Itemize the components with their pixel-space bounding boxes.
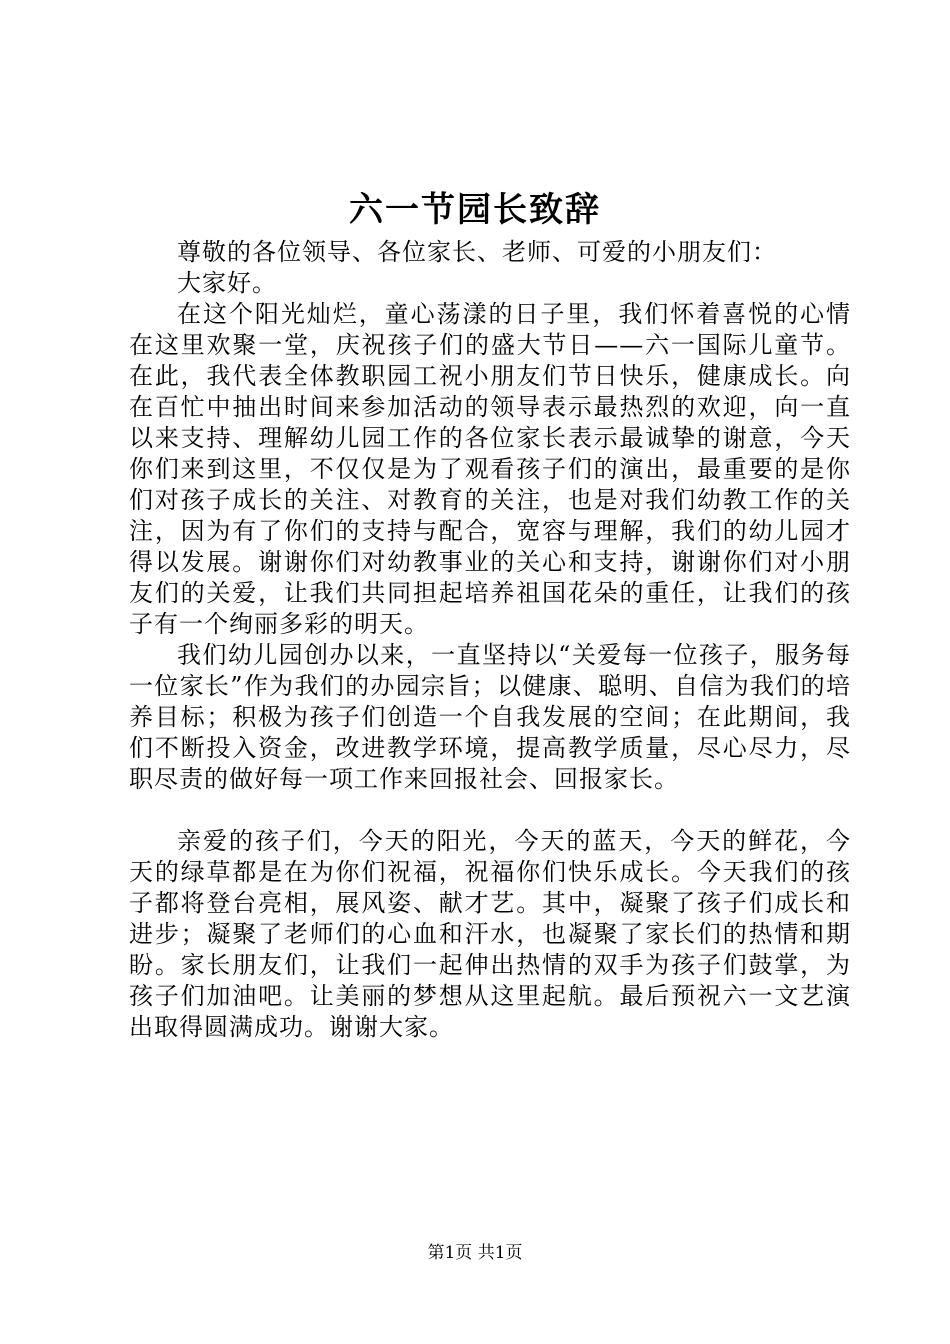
document-body	[129, 237, 851, 1043]
document-title: 六一节园长致辞	[349, 190, 601, 230]
page-footer: 第1页 共1页	[427, 1243, 523, 1263]
greeting-paragraph: 大家好。	[177, 269, 277, 297]
salutation-paragraph: 尊敬的各位领导、各位家长、老师、可爱的小朋友们：	[177, 238, 777, 266]
children-paragraph: 亲爱的孩子们，今天的阳光，今天的蓝天，今天的鲜花，今天的绿草都是在为你们祝福，祝福你们快乐成长。今天我们的孩子都将登台亮相，展风姿、献才艺。其中，凝聚了孩子们成长和进步；凝聚了老师们的心血和汗水，也凝聚了家长们的热情和期盼。家长朋友们，让我们一起伸出热情的双手为孩子们鼓掌，为孩子们加油吧。让美丽的梦想从这里起航。最后预祝六一文艺演出取得圆满成功。谢谢大家。	[129, 827, 851, 1041]
kindergarten-paragraph: 我们幼儿园创办以来，一直坚持以“关爱每一位孩子，服务每一位家长”作为我们的办园宗旨；以健康、聪明、自信为我们的培养目标；积极为孩子们创造一个自我发展的空间；在此期间，我们不断投入资金，改进教学环境，提高教学质量，尽心尽力，尽职尽责的做好每一项工作来回报社会、回报家长。	[129, 641, 851, 793]
welcome-paragraph: 在这个阳光灿烂，童心荡漾的日子里，我们怀着喜悦的心情在这里欢聚一堂，庆祝孩子们的盛大节日——六一国际儿童节。在此，我代表全体教职园工祝小朋友们节日快乐，健康成长。向在百忙中抽出时间来参加活动的领导表示最热烈的欢迎，向一直以来支持、理解幼儿园工作的各位家长表示最诚挚的谢意，今天你们来到这里，不仅仅是为了观看孩子们的演出，最重要的是你们对孩子成长的关注、对教育的关注，也是对我们幼教工作的关注，因为有了你们的支持与配合，宽容与理解，我们的幼儿园才得以发展。谢谢你们对幼教事业的关心和支持，谢谢你们对小朋友们的关爱，让我们共同担起培养祖国花朵的重任，让我们的孩子有一个绚丽多彩的明天。	[129, 300, 851, 638]
